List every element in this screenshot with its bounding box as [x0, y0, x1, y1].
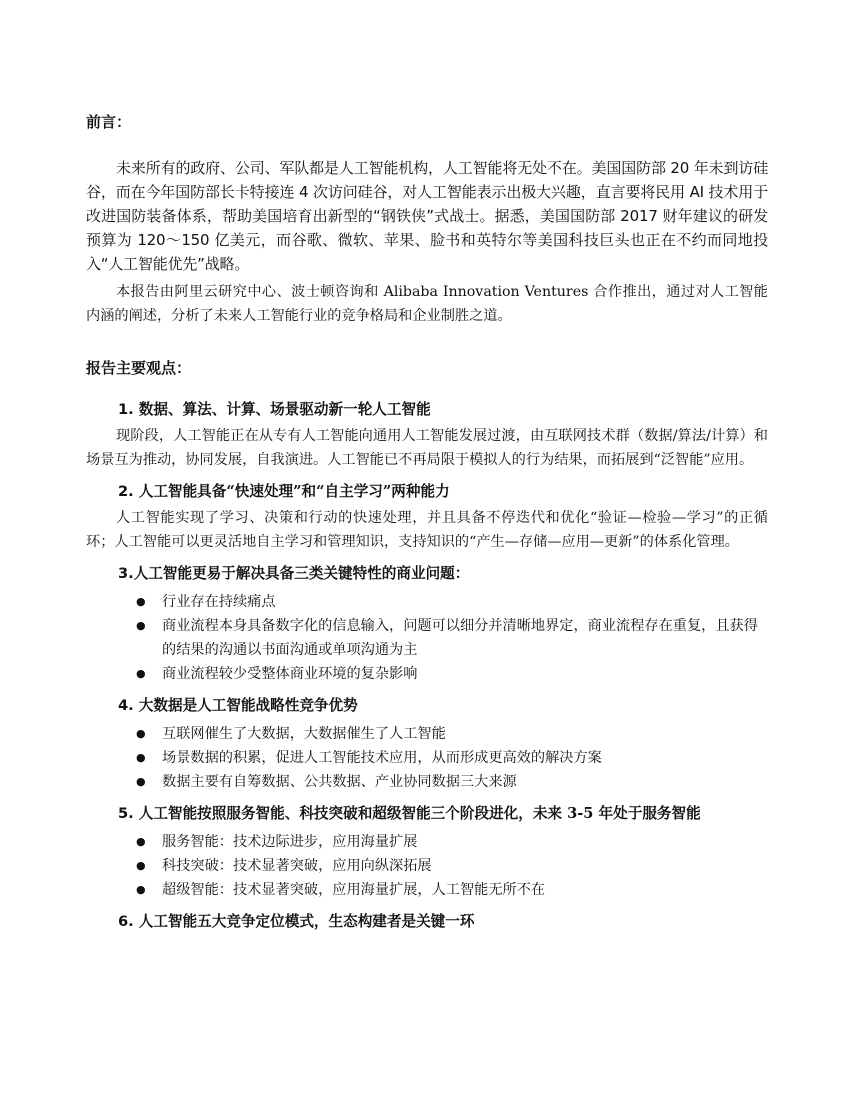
- bullet-dot-icon: ●: [136, 883, 146, 896]
- list-item: ● 超级智能：技术显著突破，应用海量扩展，人工智能无所不在: [136, 878, 768, 902]
- bullet-dot-icon: ●: [136, 667, 146, 680]
- list-item: ● 商业流程较少受整体商业环境的复杂影响: [136, 662, 768, 686]
- point-3-title-text: 人工智能更易于解决具备三类关键特性的商业问题：: [133, 565, 470, 582]
- bullet-dot-icon: ●: [136, 619, 146, 632]
- document-page: [86, 110, 768, 934]
- point-6-title-text: 人工智能五大竞争定位模式，生态构建者是关键一环: [138, 913, 475, 930]
- list-item: ● 数据主要有自筹数据、公共数据、产业协同数据三大来源: [136, 770, 768, 794]
- bullet-dot-icon: ●: [136, 595, 146, 608]
- point-5-number: 5.: [118, 805, 134, 822]
- point-3-title: [86, 562, 768, 586]
- point-4-title-text: 大数据是人工智能战略性竞争优势: [138, 697, 358, 714]
- bullet-dot-icon: ●: [136, 751, 146, 764]
- point-5-bullet-list: [86, 830, 768, 902]
- preface-paragraph-1: 未来所有的政府、公司、军队都是人工智能机构，人工智能将无处不在。美国国防部 20 年未到访硅谷，而在今年国防部长卡特接连 4 次访问硅谷，对人工智能表示出极大兴趣，直言要将民用 AI 技术用于改进国防装备体系，帮助美国培育出新型的“钢铁侠”式战士。据悉，美国国防部 2017 财年建议的研发预算为 120～150 亿美元，而谷歌、微软、苹果、脸书和英特尔等美国科技巨头也正在不约而同地投入“人工智能优先”战略。: [86, 159, 768, 273]
- list-item: ● 科技突破：技术显著突破，应用向纵深拓展: [136, 854, 768, 878]
- point-4-bullet-list: [86, 722, 768, 794]
- preface-paragraph-2: 本报告由阿里云研究中心、波士顿咨询和 Alibaba Innovation Ventures 合作推出，通过对人工智能内涵的阐述，分析了未来人工智能行业的竞争格局和企业制胜之道。: [86, 284, 768, 324]
- point-4-title: [86, 694, 768, 718]
- views-heading: 报告主要观点：: [86, 359, 192, 377]
- list-item: ● 互联网催生了大数据，大数据催生了人工智能: [136, 722, 768, 746]
- bullet-dot-icon: ●: [136, 775, 146, 788]
- list-item: ● 场景数据的积累，促进人工智能技术应用，从而形成更高效的解决方案: [136, 746, 768, 770]
- point-5-title-text: 人工智能按照服务智能、科技突破和超级智能三个阶段进化，未来 3-5 年处于服务智能: [138, 805, 701, 822]
- point-6-number: 6.: [118, 913, 134, 930]
- list-item: ● 商业流程本身具备数字化的信息输入，问题可以细分并清晰地界定，商业流程存在重复，且获得的结果的沟通以书面沟通或单项沟通为主: [136, 614, 768, 662]
- point-1-body: 现阶段，人工智能正在从专有人工智能向通用人工智能发展过渡，由互联网技术群（数据/算法/计算）和场景互为推动，协同发展，自我演进。人工智能已不再局限于模拟人的行为结果，而拓展到“泛智能”应用。: [86, 428, 768, 468]
- point-1-number: 1.: [118, 401, 134, 418]
- point-2-body: 人工智能实现了学习、决策和行动的快速处理，并且具备不停迭代和优化“验证—检验—学习”的正循环；人工智能可以更灵活地自主学习和管理知识，支持知识的“产生—存储—应用—更新”的体系化管理。: [86, 510, 768, 550]
- point-2-title-text: 人工智能具备“快速处理”和“自主学习”两种能力: [138, 483, 450, 500]
- bullet-dot-icon: ●: [136, 835, 146, 848]
- point-2-title: [86, 480, 768, 504]
- point-4-number: 4.: [118, 697, 134, 714]
- point-5-title: [86, 802, 768, 826]
- point-3-number: 3.: [118, 565, 134, 582]
- point-6-title: [86, 910, 768, 934]
- list-item: ● 行业存在持续痛点: [136, 590, 768, 614]
- bullet-dot-icon: ●: [136, 727, 146, 740]
- point-1-title: [86, 398, 768, 422]
- point-2-number: 2.: [118, 483, 134, 500]
- bullet-dot-icon: ●: [136, 859, 146, 872]
- point-3-bullet-list: [86, 590, 768, 686]
- preface-heading: 前言：: [86, 113, 132, 131]
- list-item: ● 服务智能：技术边际进步，应用海量扩展: [136, 830, 768, 854]
- point-1-title-text: 数据、算法、计算、场景驱动新一轮人工智能: [138, 401, 431, 418]
